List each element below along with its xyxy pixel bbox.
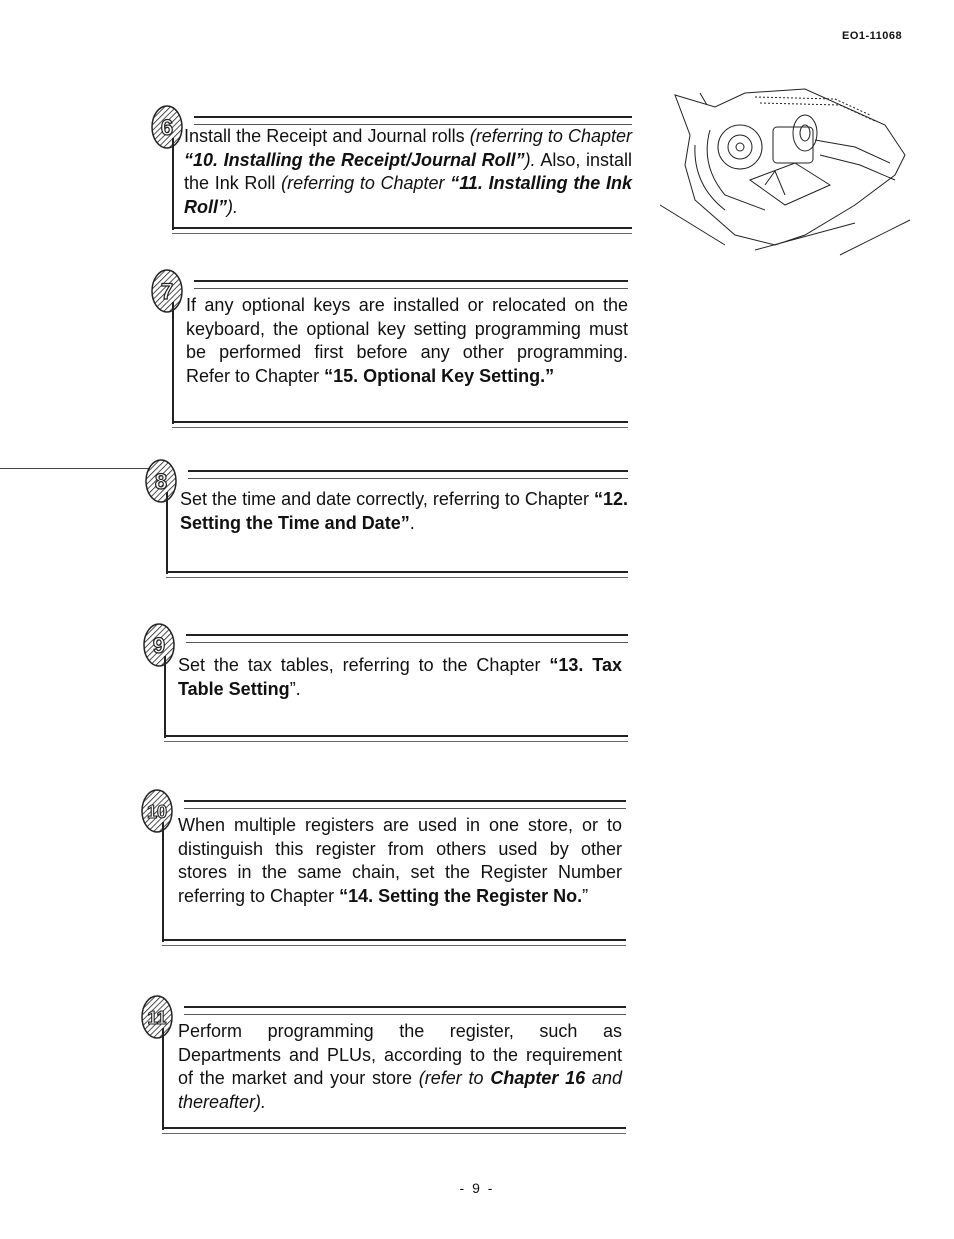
- step-side-bar: [164, 656, 166, 738]
- step-top-rule: [194, 280, 628, 289]
- step-bottom-rule: [166, 571, 628, 578]
- step-side-bar: [172, 138, 174, 230]
- text-run: “12. Setting the Time and Date”: [180, 489, 628, 533]
- text-run: Perform programming the register, such as Departments and PLUs, according to the requirement of the market and your store: [178, 1021, 622, 1088]
- step-bottom-rule: [172, 227, 632, 234]
- step-8-text: [180, 488, 628, 535]
- svg-text:10: 10: [146, 802, 168, 822]
- step-6: [160, 115, 633, 234]
- page-number: - 9 -: [459, 1180, 495, 1196]
- step-8: [154, 469, 628, 578]
- step-side-bar: [162, 1028, 164, 1130]
- scan-artifact-line: [0, 468, 150, 469]
- text-run: Set the tax tables, referring to the Chapter: [178, 655, 550, 675]
- step-7: [160, 279, 628, 428]
- step-top-rule: [184, 1006, 626, 1015]
- step-8-badge-icon: [144, 458, 178, 504]
- step-6-text: [184, 125, 632, 219]
- text-run: Also, install the Ink Roll: [184, 149, 632, 193]
- step-11: [147, 1006, 626, 1134]
- step-9-badge-icon: [142, 622, 176, 668]
- step-11-badge-icon: [140, 994, 174, 1040]
- text-run: ).: [227, 196, 238, 217]
- svg-text:7: 7: [160, 279, 174, 304]
- ink-roll-illustration: [655, 85, 913, 260]
- step-7-badge-icon: [150, 268, 184, 314]
- step-side-bar: [166, 492, 168, 574]
- step-top-rule: [184, 800, 626, 809]
- step-top-rule: [188, 470, 628, 479]
- step-9: [152, 633, 628, 742]
- text-run: ”: [582, 885, 589, 906]
- text-run: When multiple registers are used in one store, or to distinguish this register from others used by other stores in the same chain, set the Register Number referring to Chapter: [178, 815, 622, 906]
- step-bottom-rule: [162, 1127, 626, 1134]
- svg-text:8: 8: [154, 469, 168, 494]
- svg-text:6: 6: [160, 115, 174, 140]
- step-bottom-rule: [164, 735, 628, 742]
- text-run: ).: [524, 149, 536, 170]
- svg-text:11: 11: [147, 1008, 167, 1028]
- text-run: (referring to Chapter: [469, 126, 632, 146]
- text-run: and thereafter).: [178, 1068, 622, 1112]
- step-10: [146, 800, 626, 946]
- step-9-text: [178, 654, 622, 701]
- text-run: Install the Receipt and Journal rolls: [184, 126, 470, 146]
- step-side-bar: [172, 302, 174, 424]
- svg-text:9: 9: [152, 633, 166, 658]
- text-run: .: [409, 512, 415, 533]
- text-run: ”.: [289, 678, 301, 699]
- text-run: “14. Setting the Register No.: [339, 885, 583, 906]
- step-10-text: [178, 814, 622, 908]
- step-6-badge-icon: [150, 104, 184, 150]
- document-id: EO1-11068: [842, 30, 903, 42]
- step-top-rule: [194, 116, 632, 125]
- step-bottom-rule: [162, 939, 626, 946]
- step-10-badge-icon: [140, 788, 174, 834]
- step-top-rule: [186, 634, 628, 643]
- step-7-text: [186, 294, 628, 388]
- step-bottom-rule: [172, 421, 628, 428]
- text-run: (referring to Chapter: [281, 173, 451, 193]
- step-11-text: [178, 1020, 622, 1114]
- text-run: (refer to: [418, 1068, 491, 1088]
- text-run: “15. Optional Key Setting.”: [324, 365, 555, 386]
- step-side-bar: [162, 822, 164, 942]
- text-run: “13. Tax Table Setting: [178, 655, 622, 699]
- text-run: “10. Installing the Receipt/Journal Roll”: [184, 149, 525, 170]
- text-run: Set the time and date correctly, referring to Chapter: [180, 489, 594, 509]
- text-run: Chapter 16: [490, 1068, 586, 1088]
- text-run: If any optional keys are installed or relocated on the keyboard, the optional key setting programming must be performed first before any other programming. Refer to Chapter: [186, 295, 628, 386]
- text-run: “11. Installing the Ink Roll”: [184, 173, 633, 217]
